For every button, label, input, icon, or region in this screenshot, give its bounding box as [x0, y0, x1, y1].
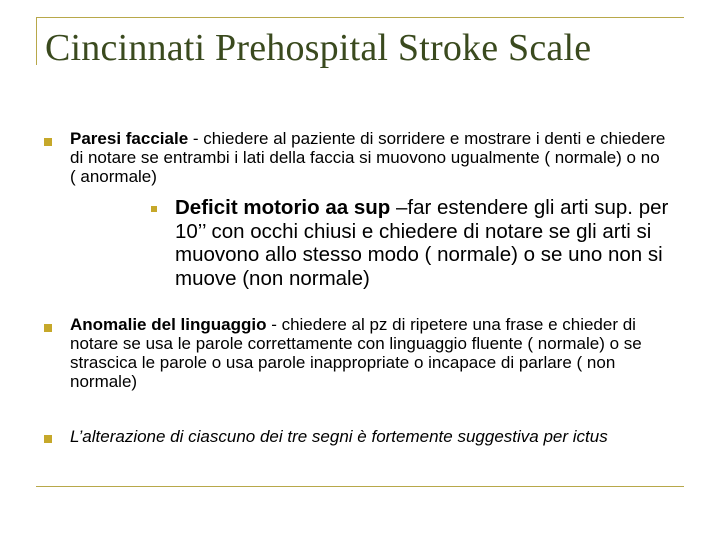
item-deficit-motorio — [175, 196, 675, 290]
item-heading: Anomalie del linguaggio — [70, 315, 267, 334]
frame-left-line — [36, 17, 37, 65]
slide-title: Cincinnati Prehospital Stroke Scale — [45, 27, 592, 69]
item-anomalie-linguaggio — [70, 315, 670, 391]
frame-bottom-line — [36, 486, 684, 487]
item-text: - chiedere al paziente di sorridere e mostrare i denti e chiedere di notare se entrambi i lati della faccia si muovono ugualmente ( normale) o no ( anormale) — [70, 129, 666, 186]
frame-top-line — [36, 17, 684, 18]
item-heading: Deficit motorio aa sup — [175, 196, 391, 219]
bullet-icon — [44, 138, 52, 146]
bullet-icon — [44, 435, 52, 443]
item-conclusione: L’alterazione di ciascuno dei tre segni è fortemente suggestiva per ictus — [70, 427, 608, 446]
item-paresi-facciale — [70, 129, 670, 186]
item-text: - chiedere al pz di ripetere una frase e chieder di notare se usa le parole correttamente con linguaggio fluente ( normale) o se strascica le parole o usa parole inappropriate o incapace di parlare ( non normale) — [70, 315, 642, 391]
item-text: –far estendere gli arti sup. per 10’’ con occhi chiusi e chiedere di notare se gli arti si muovono allo stesso modo ( normale) o se uno non si muove (non normale) — [175, 196, 669, 290]
sub-bullet-icon — [151, 206, 157, 212]
item-heading: Paresi facciale — [70, 129, 189, 148]
bullet-icon — [44, 324, 52, 332]
